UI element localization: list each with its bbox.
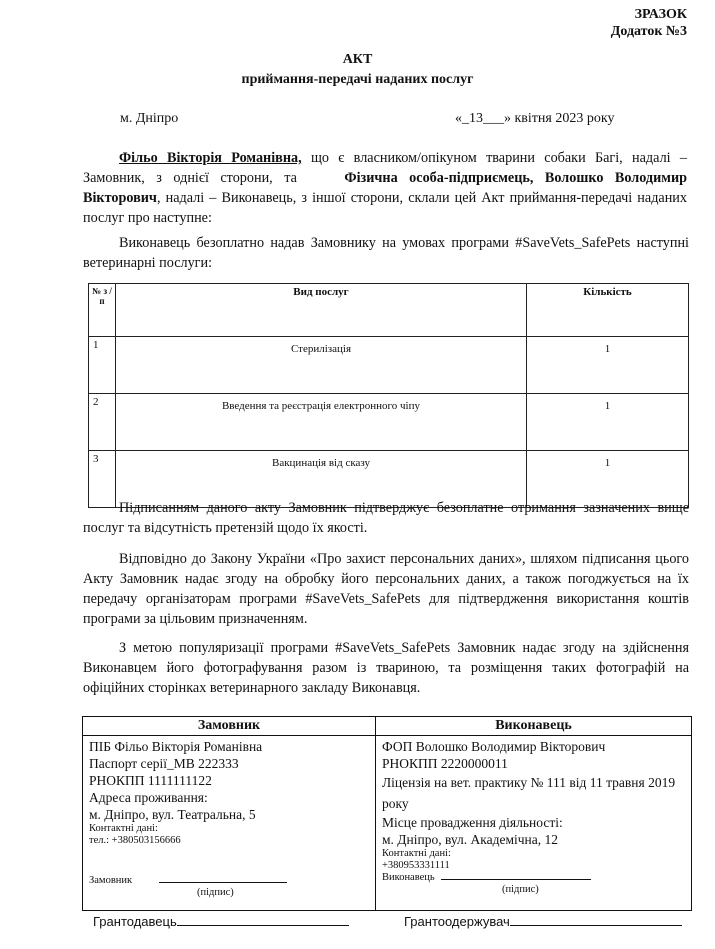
table-row <box>89 337 689 394</box>
table-row <box>89 394 689 451</box>
executor-full-name: ФОП Волошко Володимир Вікторович <box>382 739 606 754</box>
confirmation-paragraph: Підписанням даного акту Замовник підтверджує безоплатне отримання зазначених вище послуг та відсутність претензій щодо їх якості. <box>83 500 689 536</box>
customer-address: м. Дніпро, вул. Театральна, 5 <box>89 807 256 822</box>
customer-signature-line <box>89 875 369 887</box>
executor-place-label: Місце провадження діяльності: <box>382 815 563 830</box>
personal-data-paragraph: Відповідно до Закону України «Про захист персональних даних», шляхом підписання цього Акту Замовник надає згоду на обробку його персональних даних, а також погоджується на їх передачу організаторам програми #SaveVets_SafePets для підтвердження використання коштів програми за цільовим призначенням. <box>83 551 689 627</box>
row-number: 1 <box>89 337 116 394</box>
doc-subtitle: приймання-передачі наданих послуг <box>241 72 474 87</box>
executor-address: м. Дніпро, вул. Академічна, 12 <box>382 832 559 847</box>
customer-contacts-label: Контактні дані: <box>89 823 158 834</box>
executor-signature-hint: (підпис) <box>502 884 539 895</box>
row-service: Вакцинація від сказу <box>116 451 527 508</box>
grantor-signature <box>93 914 349 929</box>
services-table <box>88 283 689 508</box>
place: м. Дніпро <box>120 111 179 126</box>
row-number: 2 <box>89 394 116 451</box>
grantor-label: Грантодавець <box>93 914 177 929</box>
customer-details <box>83 736 376 911</box>
executor-signature-label: Виконавець <box>382 872 435 883</box>
doc-title: АКТ <box>342 52 373 67</box>
executor-name: Фізична особа-підприємець, Волошко Володимир Вікторович <box>83 170 688 206</box>
col-number-header: № з / п <box>89 284 116 337</box>
customer-rnokpp: РНОКПП 1111111122 <box>89 773 212 788</box>
grantor-signature-field[interactable] <box>177 925 349 926</box>
executor-contacts-label: Контактні дані: <box>382 848 451 859</box>
signature-table <box>82 716 692 911</box>
customer-passport: Паспорт серії_МВ 222333 <box>89 756 239 771</box>
row-qty: 1 <box>527 451 689 508</box>
grantee-label: Грантоодержувач <box>404 914 510 929</box>
executor-phone: +380953331111 <box>382 860 450 871</box>
customer-phone: тел.: +380503156666 <box>89 835 181 846</box>
stamp <box>611 6 687 40</box>
executor-license: Ліцензія на вет. практику № 111 від 11 травня 2019 року <box>382 775 676 811</box>
row-service: Стерилізація <box>116 337 527 394</box>
date: «_13___» квітня 2023 року <box>455 111 615 126</box>
customer-signature-field[interactable] <box>159 882 287 883</box>
executor-header: Виконавець <box>376 717 692 736</box>
customer-header: Замовник <box>83 717 376 736</box>
row-qty: 1 <box>527 394 689 451</box>
executor-details <box>376 736 692 911</box>
executor-text: , надалі – Виконавець, з іншої сторони, склали цей Акт приймання-передачі наданих послуг про наступне: <box>83 190 687 226</box>
row-qty: 1 <box>527 337 689 394</box>
stamp-appendix: Додаток №3 <box>610 24 687 39</box>
photo-consent-paragraph: З метою популяризації програми #SaveVets_SafePets Замовник надає згоду на здійснення Виконавцем його фотографування разом із твариною, та розміщення таких фотографій на офіційних сторінках ветеринарного закладу Виконавця. <box>83 640 689 696</box>
executor-rnokpp: РНОКПП 2220000011 <box>382 756 508 771</box>
row-service: Введення та реєстрація електронного чіпу <box>116 394 527 451</box>
customer-address-label: Адреса проживання: <box>89 790 208 805</box>
row-number: 3 <box>89 451 116 508</box>
customer-text: що є власником/опікуном тварини собаки Багі, надалі – Замовник, з однієї сторони, та <box>83 150 687 186</box>
col-service-header: Вид послуг <box>116 284 527 337</box>
intro-paragraph <box>83 148 687 228</box>
grantee-signature <box>404 914 682 929</box>
customer-signature-hint: (підпис) <box>197 887 234 898</box>
services-intro: Виконавець безоплатно надав Замовнику на умовах програми #SaveVets_SafePets наступні ветеринарні послуги: <box>83 235 689 271</box>
customer-full-name: ПІБ Фільо Вікторія Романівна <box>89 739 263 754</box>
executor-signature-line <box>382 872 685 884</box>
stamp-sample: ЗРАЗОК <box>634 7 687 22</box>
customer-signature-label: Замовник <box>89 875 133 886</box>
customer-name: Фільо Вікторія Романівна, <box>119 150 302 166</box>
grantee-signature-field[interactable] <box>510 925 682 926</box>
col-qty-header: Кількість <box>527 284 689 337</box>
executor-signature-field[interactable] <box>441 879 591 880</box>
